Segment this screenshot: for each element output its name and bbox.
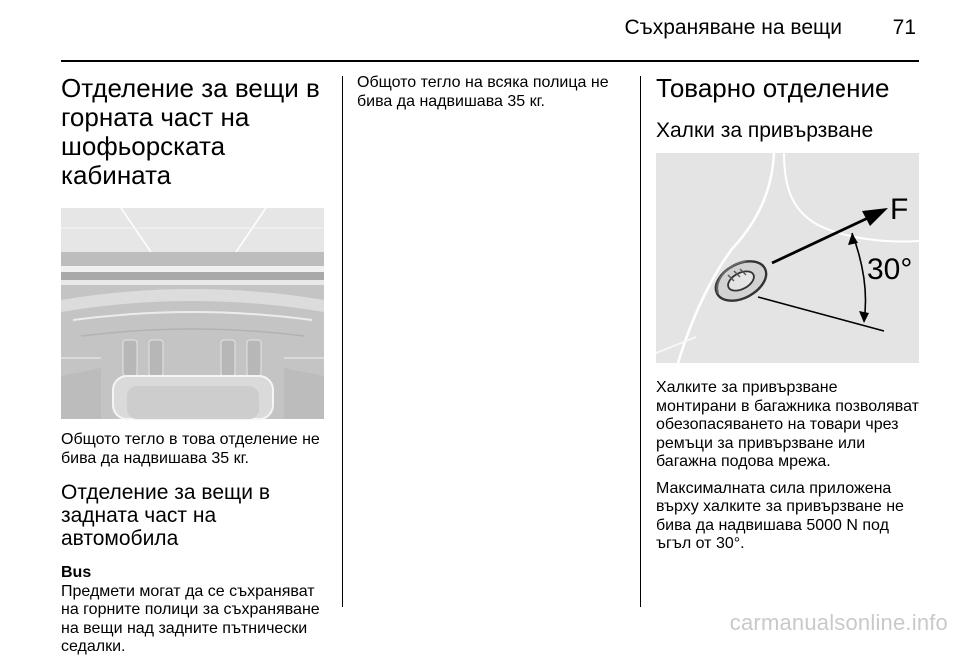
force-label: F: [890, 193, 909, 226]
overhead-storage-illustration: [61, 208, 324, 419]
column-3: [656, 74, 922, 554]
paragraph-lashing-max-force: Максималната сила приложена върху халките за привързване не бива да надвишава 5000 N под ъгъл от 30°.: [656, 479, 904, 552]
running-header-title: Съхраняване на вещи: [624, 16, 842, 39]
paragraph-lashing-purpose: Халките за привързване монтирани в багажника позволяват обезопасяването на товари чрез ремъци за привързване или багажна подова мрежа.: [656, 379, 919, 470]
subheading-lashing-eyes: Халки за привързване: [656, 119, 874, 142]
label-bus: Bus: [61, 564, 92, 581]
paragraph-cab-weight: Общото тегло в това отделение не бива да надвишава 35 кг.: [61, 431, 320, 467]
watermark: carmanualsonline.info: [729, 610, 948, 635]
column-divider-2: [640, 76, 641, 607]
paragraph-rear-shelves: Предмети могат да се съхраняват на горните полици за съхраняване на вещи над задните пътнически седалки.: [61, 582, 320, 655]
section-heading-cab-storage: Отделение за вещи в горната част на шофьорската кабината: [61, 73, 320, 190]
column-1: [61, 74, 328, 657]
column-2: [357, 74, 627, 111]
subheading-rear-storage: Отделение за вещи в задната част на автомобила: [61, 481, 271, 550]
page-number: 71: [892, 16, 916, 39]
header-rule: [61, 60, 919, 62]
section-heading-cargo: Товарно отделение: [656, 73, 890, 103]
column-divider-1: [342, 76, 343, 607]
lashing-eye-diagram: [656, 153, 919, 363]
paragraph-shelf-weight: Общото тегло на всяка полица не бива да надвишава 35 кг.: [357, 74, 609, 110]
angle-label: 30°: [867, 253, 913, 286]
